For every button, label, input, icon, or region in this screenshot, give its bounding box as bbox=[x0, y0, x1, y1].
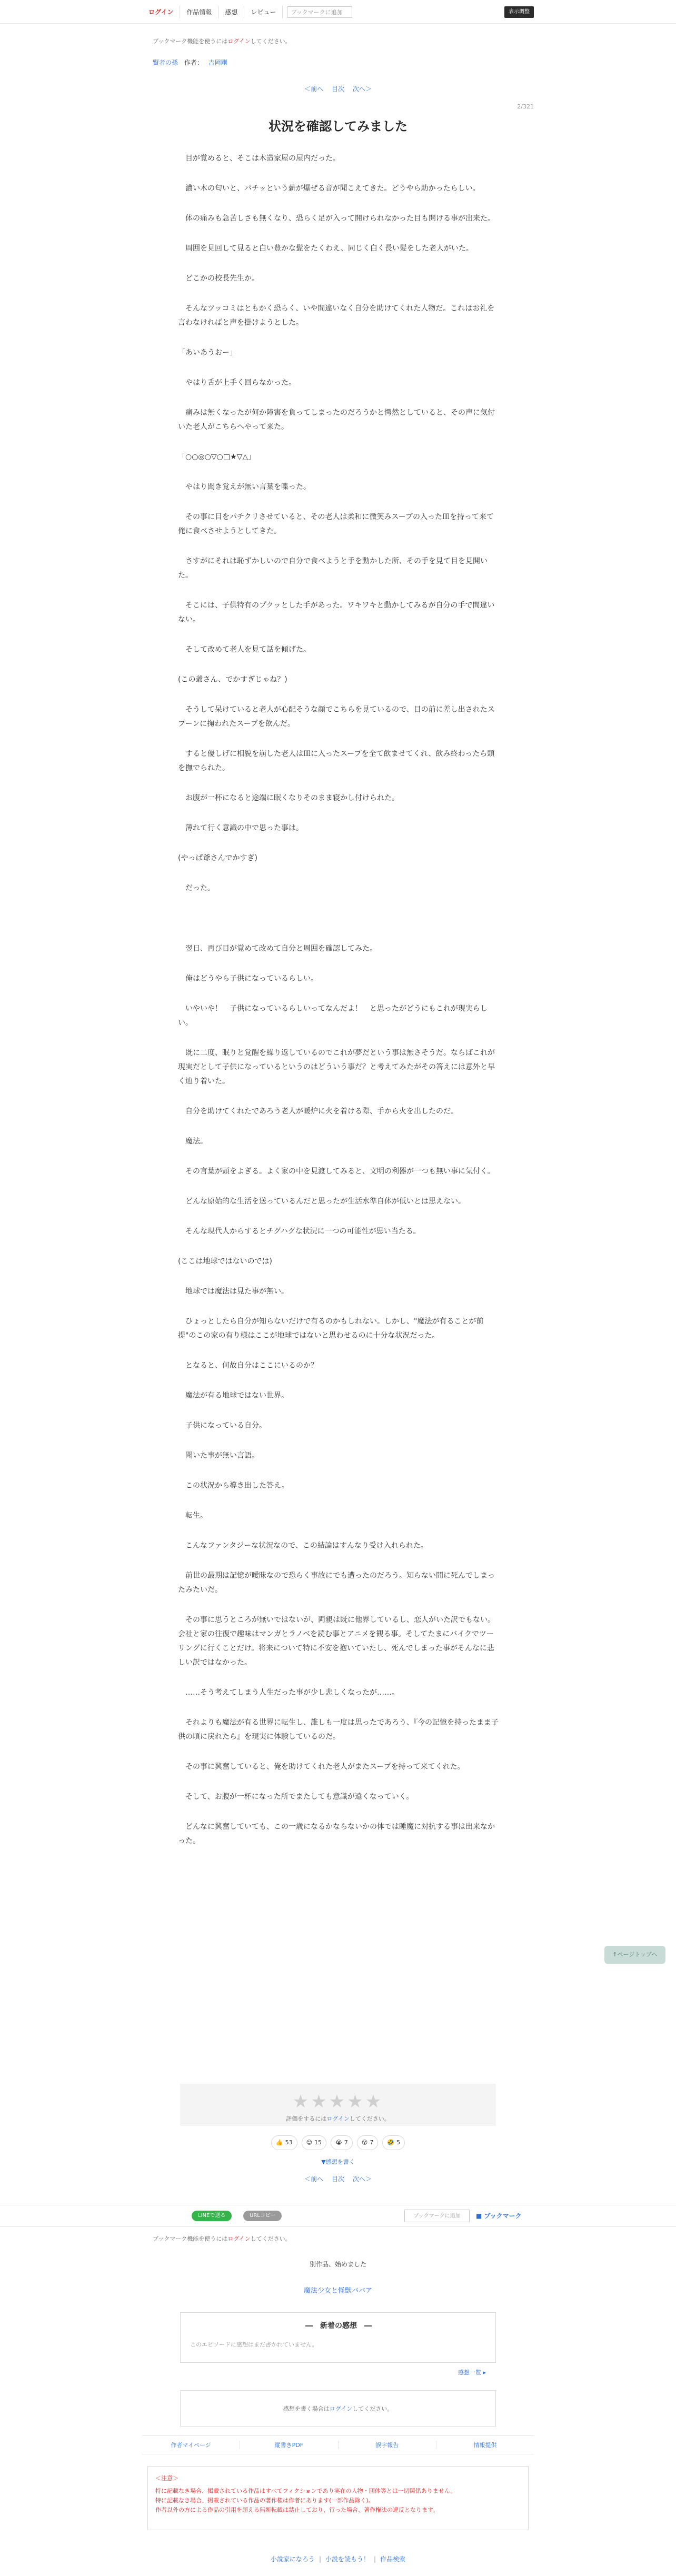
reaction-count: 15 bbox=[314, 2139, 322, 2146]
bookmark-note-suffix: してください。 bbox=[250, 38, 291, 45]
pager-top bbox=[0, 84, 676, 93]
series-title-link[interactable]: 賢者の孫 bbox=[153, 59, 178, 66]
author-mypage-link[interactable]: 作者マイページ bbox=[142, 2441, 240, 2449]
line-share-button[interactable]: LINEで送る bbox=[192, 2211, 232, 2221]
rating-box bbox=[180, 2084, 496, 2126]
body-paragraph: 俺はどうやら子供になっているらしい。 bbox=[185, 974, 318, 983]
site-footer bbox=[0, 2554, 676, 2563]
body-paragraph: そうして呆けていると老人が心配そうな顔でこちらを見ているので、目の前に差し出されたスプーンに掬われたスープを飲んだ。 bbox=[178, 705, 495, 728]
body-paragraph: 既に二度、眠りと覚醒を繰り返しているのでこれが夢だという事は無さそうだ。ならばこれが現実だとして子供になっているというのはどういう事だ？と考えてみたがその答えには意外と早く辿り着いた。 bbox=[178, 1049, 495, 1086]
header-nav bbox=[142, 5, 352, 19]
body-paragraph: だった。 bbox=[185, 884, 215, 892]
bookmark-add-button[interactable]: ブックマークに追加 bbox=[404, 2210, 470, 2222]
body-paragraph: 魔法が有る地球ではない世界。 bbox=[185, 1391, 289, 1400]
bookmark-note-suffix-bottom: してください。 bbox=[250, 2235, 291, 2242]
bookmark-note-prefix: ブックマーク機能を使うには bbox=[153, 38, 228, 45]
body-paragraph: やはり舌が上手く回らなかった。 bbox=[185, 379, 296, 387]
reaction-count: 7 bbox=[370, 2139, 374, 2146]
body-paragraph: すると優しげに相貌を崩した老人は皿に入ったスープを全て飲ませてくれ、飲み終わったら頭を撫でられた。 bbox=[178, 750, 495, 772]
reaction-button[interactable] bbox=[357, 2135, 378, 2150]
reaction-icon: 👍 bbox=[275, 2139, 283, 2146]
login-link[interactable]: ログイン bbox=[142, 6, 180, 18]
body-paragraph: そして改めて老人を見て話を傾げた。 bbox=[185, 645, 311, 654]
next-link-bottom[interactable]: 次へ＞ bbox=[352, 2175, 372, 2183]
pager-bottom bbox=[0, 2174, 676, 2183]
body-paragraph: やはり聞き覚えが無い言葉を喋った。 bbox=[185, 483, 311, 491]
display-settings-button[interactable]: 表示調整 bbox=[504, 6, 534, 18]
body-paragraph: その言葉が頭をよぎる。よく家の中を見渡してみると、文明の利器が一つも無い事に気付く。 bbox=[185, 1167, 495, 1176]
notice-line: 特に記載なき場合、掲載されている作品の著作権は作者にあります(一部作品除く)。 bbox=[155, 2497, 374, 2504]
bookmark-add-input[interactable]: ブックマークに追加 bbox=[287, 6, 352, 18]
rating-note-prefix: 評価をするには bbox=[286, 2115, 327, 2122]
reaction-list bbox=[0, 2135, 676, 2150]
review-login-link[interactable]: ログイン bbox=[329, 2405, 353, 2412]
body-paragraph: どんな原始的な生活を送っているんだと思ったが生活水準自体が低いとは思えない。 bbox=[185, 1197, 465, 1206]
reaction-count: 53 bbox=[285, 2139, 293, 2146]
share-bar bbox=[0, 2205, 676, 2227]
body-paragraph: さすがにそれは恥ずかしいので自分で食べようと手を動かした所、その手を見て目を見開いた。 bbox=[178, 557, 488, 580]
reaction-count: 7 bbox=[344, 2139, 348, 2146]
body-paragraph: 目が覚めると、そこは木造家屋の屋内だった。 bbox=[185, 154, 340, 163]
body-paragraph: 濃い木の匂いと、パチッという薪が爆ぜる音が聞こえてきた。どうやら助かったらしい。 bbox=[185, 184, 480, 193]
body-paragraph: 翌日、再び目が覚めて改めて自分と周囲を確認してみた。 bbox=[185, 944, 377, 953]
prev-link-bottom[interactable]: ＜前へ bbox=[304, 2175, 324, 2183]
body-paragraph: そんな現代人からするとチグハグな状況に一つの可能性が思い当たる。 bbox=[185, 1227, 421, 1236]
footer-link-yomou[interactable]: 小説を読もう！ bbox=[325, 2555, 370, 2563]
novel-body bbox=[178, 152, 499, 1864]
bookmark-note-login-link-bottom[interactable]: ログイン bbox=[227, 2235, 251, 2242]
footer-separator: | bbox=[319, 2555, 321, 2563]
rating-note-suffix: してください。 bbox=[349, 2115, 390, 2122]
body-paragraph: どこかの校長先生か。 bbox=[185, 274, 259, 283]
body-paragraph: 「○○◎○▽○□★▽△」 bbox=[178, 453, 256, 461]
prev-link[interactable]: ＜前へ bbox=[304, 85, 324, 93]
body-paragraph: 地球では魔法は見た事が無い。 bbox=[185, 1287, 289, 1296]
body-paragraph: どんなに興奮していても、この一歳になるかならないかの体では睡魔に対抗する事は出来なかった。 bbox=[178, 1823, 495, 1845]
work-info-link[interactable]: 作品情報 bbox=[180, 6, 218, 18]
latest-reviews-empty: このエピソードに感想はまだ書かれていません。 bbox=[190, 2341, 318, 2348]
notice-head: ＜注意＞ bbox=[155, 2475, 178, 2482]
body-paragraph: お腹が一杯になると途端に眠くなりそのまま寝かし付けられた。 bbox=[185, 794, 399, 802]
page-counter: 2/321 bbox=[517, 103, 534, 110]
body-paragraph bbox=[178, 911, 499, 942]
vertical-pdf-link[interactable]: 縦書きPDF bbox=[240, 2441, 338, 2449]
page-top-button[interactable]: ↑ページトップへ bbox=[604, 1946, 665, 1964]
chapter-title: 状況を確認してみました bbox=[269, 119, 407, 134]
notice-box bbox=[147, 2466, 529, 2530]
body-paragraph: (この爺さん、でかすぎじゃね？) bbox=[178, 675, 287, 684]
body-paragraph: 自分を助けてくれたであろう老人が暖炉に火を着ける際、手から火を出したのだ。 bbox=[185, 1107, 458, 1116]
body-paragraph: ……そう考えてしまう人生だった事が少し悲しくなったが……。 bbox=[185, 1688, 399, 1697]
bookmark-login-note bbox=[153, 37, 523, 45]
body-paragraph: 前世の最期は記憶が曖昧なので恐らく事故にでも遭ったのだろう。知らない間に死んでしまったみたいだ。 bbox=[178, 1572, 495, 1594]
body-paragraph: 転生。 bbox=[185, 1511, 207, 1520]
notice-line: 特に記載なき場合、掲載されている作品はすべてフィクションであり実在の人物・団体等とは一切関係ありません。 bbox=[155, 2488, 456, 2494]
body-paragraph: 「あいあうおー」 bbox=[178, 349, 237, 357]
review-list-link[interactable]: 感想一覧 ▸ bbox=[458, 2369, 486, 2376]
review-login-prefix: 感想を書く場合は bbox=[283, 2405, 330, 2412]
bookmark-login-note-bottom bbox=[153, 2234, 523, 2243]
body-paragraph: (ここは地球ではないのでは) bbox=[178, 1257, 272, 1266]
reaction-button[interactable] bbox=[331, 2135, 353, 2150]
author-other-work-link[interactable]: 魔法少女と怪獣ババア bbox=[303, 2287, 372, 2295]
rating-login-link[interactable]: ログイン bbox=[326, 2115, 350, 2122]
next-link[interactable]: 次へ＞ bbox=[352, 85, 372, 93]
body-paragraph: 魔法。 bbox=[185, 1137, 207, 1146]
review-login-suffix: してください。 bbox=[352, 2405, 393, 2412]
body-paragraph: となると、何故自分はここにいるのか？ bbox=[185, 1361, 318, 1370]
body-paragraph: そんなツッコミはともかく恐らく、いや間違いなく自分を助けてくれた人物だ。これはお礼を言わなければと声を掛けようとした。 bbox=[178, 304, 495, 327]
body-paragraph: こんなファンタジーな状況なので、この結論はすんなり受け入れられた。 bbox=[185, 1541, 428, 1550]
author-label: 作者： bbox=[184, 59, 203, 66]
info-provide-link[interactable]: 情報提供 bbox=[473, 2442, 497, 2449]
reviews-link[interactable]: 感想 bbox=[218, 6, 244, 18]
body-paragraph: その事に目をパチクリさせていると、その老人は柔和に微笑みスープの入った皿を持って来て俺に食べさせようとしてきた。 bbox=[178, 513, 494, 535]
top-header bbox=[0, 0, 676, 24]
reaction-button[interactable] bbox=[302, 2135, 326, 2150]
notice-line: 作者以外の方による作品の引用を超える無断転載は禁止しており、行った場合、著作権法の違反となります。 bbox=[155, 2507, 439, 2513]
body-paragraph: それよりも魔法が有る世界に転生し、誰しも一度は思ったであろう、『今の記憶を持ったまま子供の頃に戻れたら』を現実に体験しているのだ。 bbox=[178, 1718, 499, 1741]
series-info bbox=[153, 58, 523, 67]
reaction-icon: 😮 bbox=[361, 2139, 368, 2146]
reaction-icon: 🤣 bbox=[387, 2139, 395, 2146]
write-review-toggle[interactable]: ▼感想を書く bbox=[321, 2159, 355, 2165]
bookmark-note-prefix-bottom: ブックマーク機能を使うには bbox=[153, 2235, 228, 2242]
body-paragraph: 聞いた事が無い言語。 bbox=[185, 1451, 259, 1460]
body-paragraph: (やっぱ爺さんでかすぎ) bbox=[178, 854, 257, 862]
body-paragraph: ひょっとしたら自分が知らないだけで有るのかもしれない。しかし、"魔法が有ることが前提"のこの家の有り様はここが地球ではないと思わせるのに十分な状況だった。 bbox=[178, 1317, 484, 1340]
latest-reviews-box bbox=[180, 2312, 496, 2363]
reaction-icon: 😊 bbox=[306, 2139, 313, 2146]
review-login-box bbox=[180, 2390, 496, 2427]
rating-login-note bbox=[180, 2114, 496, 2123]
footer-link-narou[interactable]: 小説家になろう bbox=[270, 2555, 315, 2563]
body-paragraph: そして、お腹が一杯になった所でまたしても意識が遠くなっていく。 bbox=[185, 1793, 414, 1801]
reaction-button[interactable] bbox=[382, 2135, 405, 2150]
body-paragraph: その事に興奮していると、俺を助けてくれた老人がまたスープを持って来てくれた。 bbox=[185, 1763, 465, 1771]
body-paragraph: 子供になっている自分。 bbox=[185, 1421, 266, 1430]
body-paragraph: 痛みは無くなったが何か障害を負ってしまったのだろうかと愕然としていると、その声に気付いた老人がこちらへやって来た。 bbox=[178, 409, 495, 431]
footer-separator: | bbox=[374, 2555, 376, 2563]
bookmark-label[interactable]: ■ ブックマーク bbox=[476, 2212, 522, 2220]
toc-link-bottom[interactable]: 目次 bbox=[331, 2175, 344, 2183]
latest-reviews-title: ― 新着の感想 ― bbox=[305, 2322, 372, 2330]
body-paragraph: その事に思うところが無いではないが、両親は既に他界しているし、恋人がいた訳でもない。会社と家の往復で趣味はマンガとラノベを読む事とアニメを観る事。そしてたまにバイクでツーリングに行くことだけ。将来について特に不安を抱いていたし、死んでしまった事がそんなに悲しい訳ではなかった。 bbox=[178, 1616, 495, 1667]
body-paragraph: 体の痛みも急苦しさも無くなり、恐らく足が入って開けられなかった目も開ける事が出来た。 bbox=[185, 214, 495, 223]
toc-link[interactable]: 目次 bbox=[331, 85, 344, 93]
reaction-count: 5 bbox=[396, 2139, 401, 2146]
bookmark-note-login-link[interactable]: ログイン bbox=[227, 38, 251, 45]
reaction-button[interactable] bbox=[271, 2135, 297, 2150]
star-rating-input[interactable]: ★★★★★ bbox=[292, 2091, 384, 2112]
author-other-note: 別作品、始めました bbox=[309, 2261, 366, 2268]
url-copy-button[interactable]: URLコピー bbox=[243, 2211, 282, 2221]
review-link[interactable]: レビュー bbox=[244, 6, 283, 18]
body-paragraph: 薄れて行く意識の中で思った事は。 bbox=[185, 824, 303, 832]
body-paragraph: この状況から導き出した答え。 bbox=[185, 1481, 289, 1490]
body-paragraph: そこには、子供特有のプクッとした手があった。ワキワキと動かしてみるが自分の手で間違いない。 bbox=[178, 601, 495, 624]
typo-report-link[interactable]: 誤字報告 bbox=[339, 2441, 436, 2449]
body-paragraph: いやいや！ 子供になっているらしいってなんだよ！ と思ったがどうにもこれが現実らしい。 bbox=[178, 1004, 488, 1027]
body-paragraph: 周囲を見回して見ると白い豊かな髭をたくわえ、同じく白く長い髪をした老人がいた。 bbox=[185, 244, 473, 253]
reaction-icon: 😭 bbox=[335, 2139, 342, 2146]
footer-link-search[interactable]: 作品検索 bbox=[380, 2555, 406, 2563]
author-link[interactable]: 吉岡剛 bbox=[208, 59, 227, 66]
footer-links bbox=[142, 2435, 534, 2454]
